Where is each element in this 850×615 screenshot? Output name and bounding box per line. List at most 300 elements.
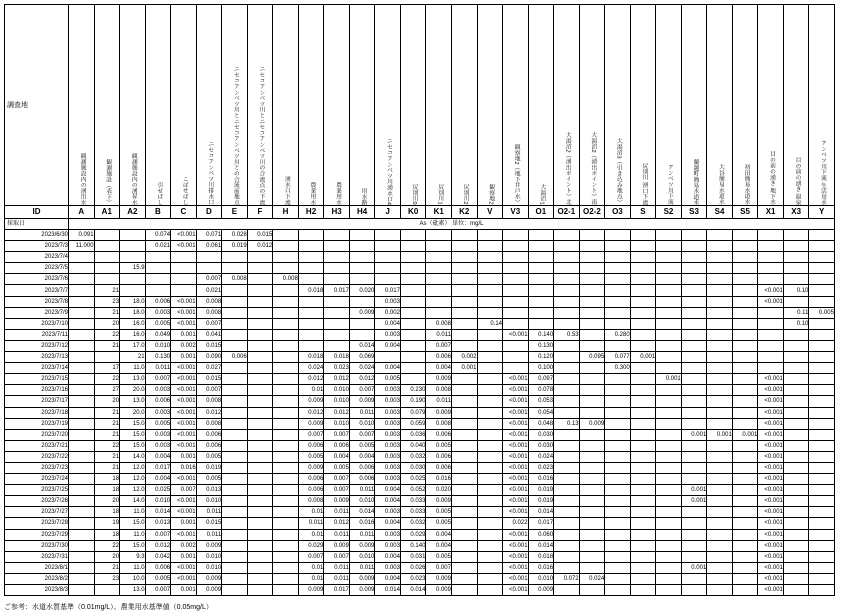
table-cell: [809, 474, 835, 485]
table-row: [5, 507, 835, 518]
table-cell: 0.001: [656, 374, 682, 385]
table-cell: [809, 496, 835, 507]
table-cell: [426, 296, 452, 307]
table-row: [5, 573, 835, 584]
table-cell: 0.009: [349, 585, 375, 596]
table-cell: <0.001: [758, 573, 784, 584]
table-cell: 0.003: [145, 307, 171, 318]
table-cell: [809, 551, 835, 562]
table-cell: [273, 285, 299, 296]
row-date: 2023/7/17: [5, 396, 69, 407]
table-cell: 0.006: [426, 451, 452, 462]
table-cell: 0.002: [171, 340, 197, 351]
table-cell: [273, 429, 299, 440]
table-cell: [69, 263, 95, 274]
table-cell: 0.001: [732, 429, 758, 440]
table-cell: 0.003: [375, 451, 401, 462]
table-cell: 0.011: [298, 518, 324, 529]
table-cell: [222, 329, 248, 340]
table-cell: [145, 252, 171, 263]
table-cell: [528, 307, 554, 318]
table-cell: [681, 230, 707, 241]
table-cell: 0.007: [324, 429, 350, 440]
table-cell: 0.100: [528, 363, 554, 374]
table-cell: [400, 352, 426, 363]
table-cell: [222, 462, 248, 473]
table-cell: [809, 252, 835, 263]
table-cell: [222, 252, 248, 263]
table-cell: 0.011: [324, 507, 350, 518]
column-id: S5: [732, 206, 758, 219]
table-cell: [273, 507, 299, 518]
table-cell: [554, 507, 580, 518]
table-cell: [273, 363, 299, 374]
table-cell: 0.011: [196, 507, 222, 518]
table-cell: 0.14: [477, 318, 503, 329]
table-cell: [732, 474, 758, 485]
table-cell: 0.005: [426, 551, 452, 562]
table-cell: 0.140: [400, 540, 426, 551]
table-cell: <0.001: [503, 507, 529, 518]
table-cell: [732, 485, 758, 496]
table-cell: 0.009: [349, 540, 375, 551]
table-cell: [451, 396, 477, 407]
table-cell: 0.009: [426, 496, 452, 507]
column-id: K1: [426, 206, 452, 219]
table-cell: [809, 440, 835, 451]
table-cell: 0.016: [528, 562, 554, 573]
table-cell: [222, 518, 248, 529]
table-cell: [732, 551, 758, 562]
table-cell: [222, 451, 248, 462]
table-cell: <0.001: [758, 429, 784, 440]
table-cell: 22: [94, 540, 120, 551]
table-cell: [69, 407, 95, 418]
table-cell: <0.001: [758, 462, 784, 473]
table-cell: [605, 340, 631, 351]
table-cell: [630, 385, 656, 396]
table-cell: [477, 462, 503, 473]
table-cell: 12.0: [120, 462, 146, 473]
table-cell: 0.005: [375, 374, 401, 385]
table-cell: [94, 230, 120, 241]
table-cell: [630, 440, 656, 451]
table-cell: [630, 318, 656, 329]
table-cell: [681, 462, 707, 473]
table-cell: [630, 418, 656, 429]
table-cell: [630, 329, 656, 340]
table-cell: [349, 296, 375, 307]
table-cell: [273, 573, 299, 584]
table-cell: [222, 385, 248, 396]
column-header: [732, 5, 758, 206]
table-cell: <0.001: [758, 529, 784, 540]
table-cell: 0.005: [196, 451, 222, 462]
table-cell: 0.003: [375, 540, 401, 551]
table-cell: [298, 274, 324, 285]
column-name: ニセコアンベツ川湧水口4: [385, 137, 392, 205]
table-cell: [477, 540, 503, 551]
table-cell: 21: [94, 307, 120, 318]
table-cell: 0.006: [222, 352, 248, 363]
table-cell: [707, 285, 733, 296]
table-cell: [247, 529, 273, 540]
table-cell: [554, 462, 580, 473]
table-cell: [324, 340, 350, 351]
table-cell: [375, 241, 401, 252]
table-cell: 0.012: [247, 241, 273, 252]
table-cell: [681, 307, 707, 318]
table-cell: [451, 263, 477, 274]
table-cell: <0.001: [758, 396, 784, 407]
column-header: [145, 5, 171, 206]
table-cell: [656, 274, 682, 285]
table-cell: 0.010: [349, 551, 375, 562]
table-cell: [630, 429, 656, 440]
column-id: S2: [656, 206, 682, 219]
table-cell: 21: [94, 285, 120, 296]
table-cell: 23: [94, 296, 120, 307]
table-cell: [707, 396, 733, 407]
table-row: [5, 496, 835, 507]
table-cell: 0.005: [809, 307, 835, 318]
table-cell: [375, 352, 401, 363]
table-cell: [451, 274, 477, 285]
table-cell: [554, 440, 580, 451]
table-cell: [579, 363, 605, 374]
table-cell: [809, 318, 835, 329]
table-cell: [69, 396, 95, 407]
table-cell: 0.008: [298, 496, 324, 507]
table-cell: 0.002: [451, 352, 477, 363]
table-cell: [273, 396, 299, 407]
table-cell: [247, 318, 273, 329]
table-cell: [579, 507, 605, 518]
table-cell: [630, 374, 656, 385]
table-cell: 0.003: [375, 429, 401, 440]
table-cell: [298, 241, 324, 252]
table-cell: [477, 507, 503, 518]
table-cell: 0.012: [298, 407, 324, 418]
table-cell: [681, 329, 707, 340]
table-cell: [273, 518, 299, 529]
table-cell: 0.059: [400, 418, 426, 429]
table-cell: [707, 241, 733, 252]
table-cell: [681, 374, 707, 385]
table-cell: <0.001: [503, 418, 529, 429]
row-date: 2023/7/26: [5, 496, 69, 507]
table-cell: 0.001: [171, 518, 197, 529]
table-cell: 11.0: [120, 507, 146, 518]
table-cell: [400, 363, 426, 374]
table-cell: 0.13: [554, 418, 580, 429]
table-cell: <0.001: [171, 318, 197, 329]
row-date: 2023/7/30: [5, 540, 69, 551]
table-cell: 18.0: [120, 307, 146, 318]
column-name: こばせばし: [181, 176, 188, 205]
table-cell: [451, 418, 477, 429]
table-cell: [656, 263, 682, 274]
table-cell: 0.007: [324, 485, 350, 496]
table-cell: [605, 318, 631, 329]
table-cell: [69, 451, 95, 462]
row-date: 2023/7/16: [5, 385, 69, 396]
table-cell: 0.006: [349, 462, 375, 473]
table-cell: [554, 562, 580, 573]
table-cell: 0.001: [171, 352, 197, 363]
table-cell: [758, 307, 784, 318]
table-cell: [809, 385, 835, 396]
table-cell: [451, 307, 477, 318]
column-header: [554, 5, 580, 206]
table-cell: [247, 252, 273, 263]
table-cell: [222, 296, 248, 307]
table-row: [5, 352, 835, 363]
table-row: [5, 363, 835, 374]
column-name: 観測施設（表下）: [104, 158, 111, 205]
table-cell: 0.010: [196, 496, 222, 507]
table-cell: [579, 540, 605, 551]
table-cell: 0.036: [400, 429, 426, 440]
table-cell: [605, 429, 631, 440]
table-cell: 0.10: [783, 318, 809, 329]
table-cell: 0.017: [528, 518, 554, 529]
table-cell: 0.016: [426, 474, 452, 485]
table-cell: 0.002: [171, 540, 197, 551]
table-cell: [579, 318, 605, 329]
table-cell: 0.006: [298, 485, 324, 496]
table-cell: [630, 518, 656, 529]
table-cell: [69, 318, 95, 329]
table-cell: 0.012: [324, 374, 350, 385]
table-cell: 0.014: [145, 507, 171, 518]
table-cell: [681, 296, 707, 307]
table-cell: 0.01: [298, 562, 324, 573]
table-cell: 0.012: [324, 518, 350, 529]
table-cell: [656, 585, 682, 596]
table-cell: [554, 496, 580, 507]
table-cell: [630, 507, 656, 518]
table-cell: [605, 230, 631, 241]
table-cell: [707, 374, 733, 385]
table-cell: [758, 340, 784, 351]
column-id: A2: [120, 206, 146, 219]
table-cell: 0.014: [528, 507, 554, 518]
table-cell: 0.030: [528, 440, 554, 451]
table-cell: 20: [94, 318, 120, 329]
table-cell: 0.01: [298, 573, 324, 584]
table-cell: [656, 241, 682, 252]
table-cell: [69, 340, 95, 351]
table-cell: [809, 363, 835, 374]
table-cell: [528, 318, 554, 329]
table-cell: [349, 252, 375, 263]
table-cell: <0.001: [171, 507, 197, 518]
table-cell: 0.004: [426, 363, 452, 374]
table-cell: 0.018: [298, 352, 324, 363]
table-cell: [503, 274, 529, 285]
table-cell: [451, 462, 477, 473]
table-cell: [451, 562, 477, 573]
table-cell: 0.007: [298, 551, 324, 562]
table-cell: [783, 274, 809, 285]
table-cell: [732, 540, 758, 551]
table-cell: 0.190: [400, 396, 426, 407]
column-name: 尻別川2: [462, 184, 469, 205]
table-cell: [579, 396, 605, 407]
table-cell: [783, 540, 809, 551]
table-cell: [707, 573, 733, 584]
table-cell: [783, 329, 809, 340]
column-name: 大谷簡易水道水: [717, 164, 724, 205]
table-cell: 0.004: [324, 451, 350, 462]
table-cell: [681, 440, 707, 451]
table-cell: <0.001: [758, 540, 784, 551]
table-cell: [630, 496, 656, 507]
table-cell: <0.001: [171, 363, 197, 374]
table-cell: [809, 407, 835, 418]
table-cell: [758, 252, 784, 263]
table-cell: 13.0: [120, 396, 146, 407]
table-cell: [426, 307, 452, 318]
table-cell: 0.004: [375, 363, 401, 374]
column-name: ニセコアンベツ川とニセコアンベツ川の合流点の下流: [257, 65, 264, 205]
table-cell: [605, 518, 631, 529]
table-cell: [222, 507, 248, 518]
table-cell: [451, 485, 477, 496]
table-cell: 11.0: [120, 529, 146, 540]
table-cell: [681, 540, 707, 551]
column-header: [400, 5, 426, 206]
table-cell: [222, 529, 248, 540]
table-cell: [579, 252, 605, 263]
table-cell: [732, 407, 758, 418]
table-cell: 0.011: [349, 562, 375, 573]
arsenic-data-table: [4, 4, 835, 596]
table-cell: [783, 263, 809, 274]
table-cell: [69, 540, 95, 551]
table-cell: 11.000: [69, 241, 95, 252]
table-cell: [69, 573, 95, 584]
table-cell: 0.130: [528, 340, 554, 351]
table-cell: [477, 440, 503, 451]
table-cell: [400, 230, 426, 241]
table-cell: [554, 451, 580, 462]
table-cell: [273, 451, 299, 462]
table-cell: <0.001: [171, 230, 197, 241]
table-cell: <0.001: [503, 551, 529, 562]
table-cell: [554, 474, 580, 485]
row-date: 2023/7/4: [5, 252, 69, 263]
table-cell: 0.004: [375, 518, 401, 529]
table-cell: [758, 274, 784, 285]
table-cell: [349, 318, 375, 329]
table-cell: 14.0: [120, 451, 146, 462]
column-name: 尻別川 湧口下流: [640, 162, 647, 205]
table-cell: [247, 329, 273, 340]
row-date: 2023/8/3: [5, 585, 69, 596]
table-cell: [503, 352, 529, 363]
table-cell: 0.007: [324, 551, 350, 562]
table-cell: [69, 418, 95, 429]
table-cell: [554, 252, 580, 263]
table-cell: [579, 230, 605, 241]
table-cell: 10.0: [120, 573, 146, 584]
table-cell: [477, 585, 503, 596]
table-cell: [298, 296, 324, 307]
table-cell: 0.010: [196, 562, 222, 573]
table-cell: [222, 318, 248, 329]
column-header: [681, 5, 707, 206]
table-cell: 0.009: [579, 418, 605, 429]
table-cell: [783, 462, 809, 473]
table-cell: [732, 230, 758, 241]
table-cell: 0.009: [196, 540, 222, 551]
table-cell: [732, 296, 758, 307]
table-cell: [196, 263, 222, 274]
table-cell: [477, 407, 503, 418]
table-cell: [69, 440, 95, 451]
row-date: 2023/7/11: [5, 329, 69, 340]
table-cell: [69, 507, 95, 518]
table-cell: [324, 263, 350, 274]
table-cell: 0.006: [298, 474, 324, 485]
table-cell: 0.012: [196, 407, 222, 418]
table-cell: 0.01: [298, 529, 324, 540]
table-cell: [732, 252, 758, 263]
table-cell: 0.003: [375, 385, 401, 396]
table-cell: [783, 340, 809, 351]
table-cell: [222, 573, 248, 584]
table-cell: 0.010: [324, 418, 350, 429]
table-cell: [630, 540, 656, 551]
table-cell: [222, 485, 248, 496]
table-cell: [783, 385, 809, 396]
table-cell: [273, 407, 299, 418]
column-header: [273, 5, 299, 206]
table-cell: 0.012: [145, 540, 171, 551]
table-cell: 0.007: [298, 429, 324, 440]
column-id-row: [5, 206, 835, 219]
table-cell: [707, 585, 733, 596]
table-cell: [477, 352, 503, 363]
table-cell: [809, 418, 835, 429]
table-cell: [707, 418, 733, 429]
table-cell: 0.006: [324, 440, 350, 451]
table-row: [5, 474, 835, 485]
table-cell: 0.007: [426, 340, 452, 351]
table-cell: [630, 307, 656, 318]
table-cell: [656, 307, 682, 318]
table-cell: 0.042: [145, 551, 171, 562]
table-cell: [145, 263, 171, 274]
table-cell: [554, 407, 580, 418]
table-cell: 0.015: [247, 230, 273, 241]
column-id: J: [375, 206, 401, 219]
table-cell: [579, 462, 605, 473]
table-cell: 0.003: [375, 562, 401, 573]
table-cell: 21: [94, 562, 120, 573]
column-header: [349, 5, 375, 206]
table-cell: 0.025: [145, 485, 171, 496]
table-cell: 0.009: [196, 585, 222, 596]
table-cell: [69, 274, 95, 285]
table-cell: 0.005: [196, 474, 222, 485]
table-cell: 0.007: [171, 485, 197, 496]
table-cell: 0.003: [375, 418, 401, 429]
table-row: [5, 529, 835, 540]
table-cell: 17: [94, 363, 120, 374]
